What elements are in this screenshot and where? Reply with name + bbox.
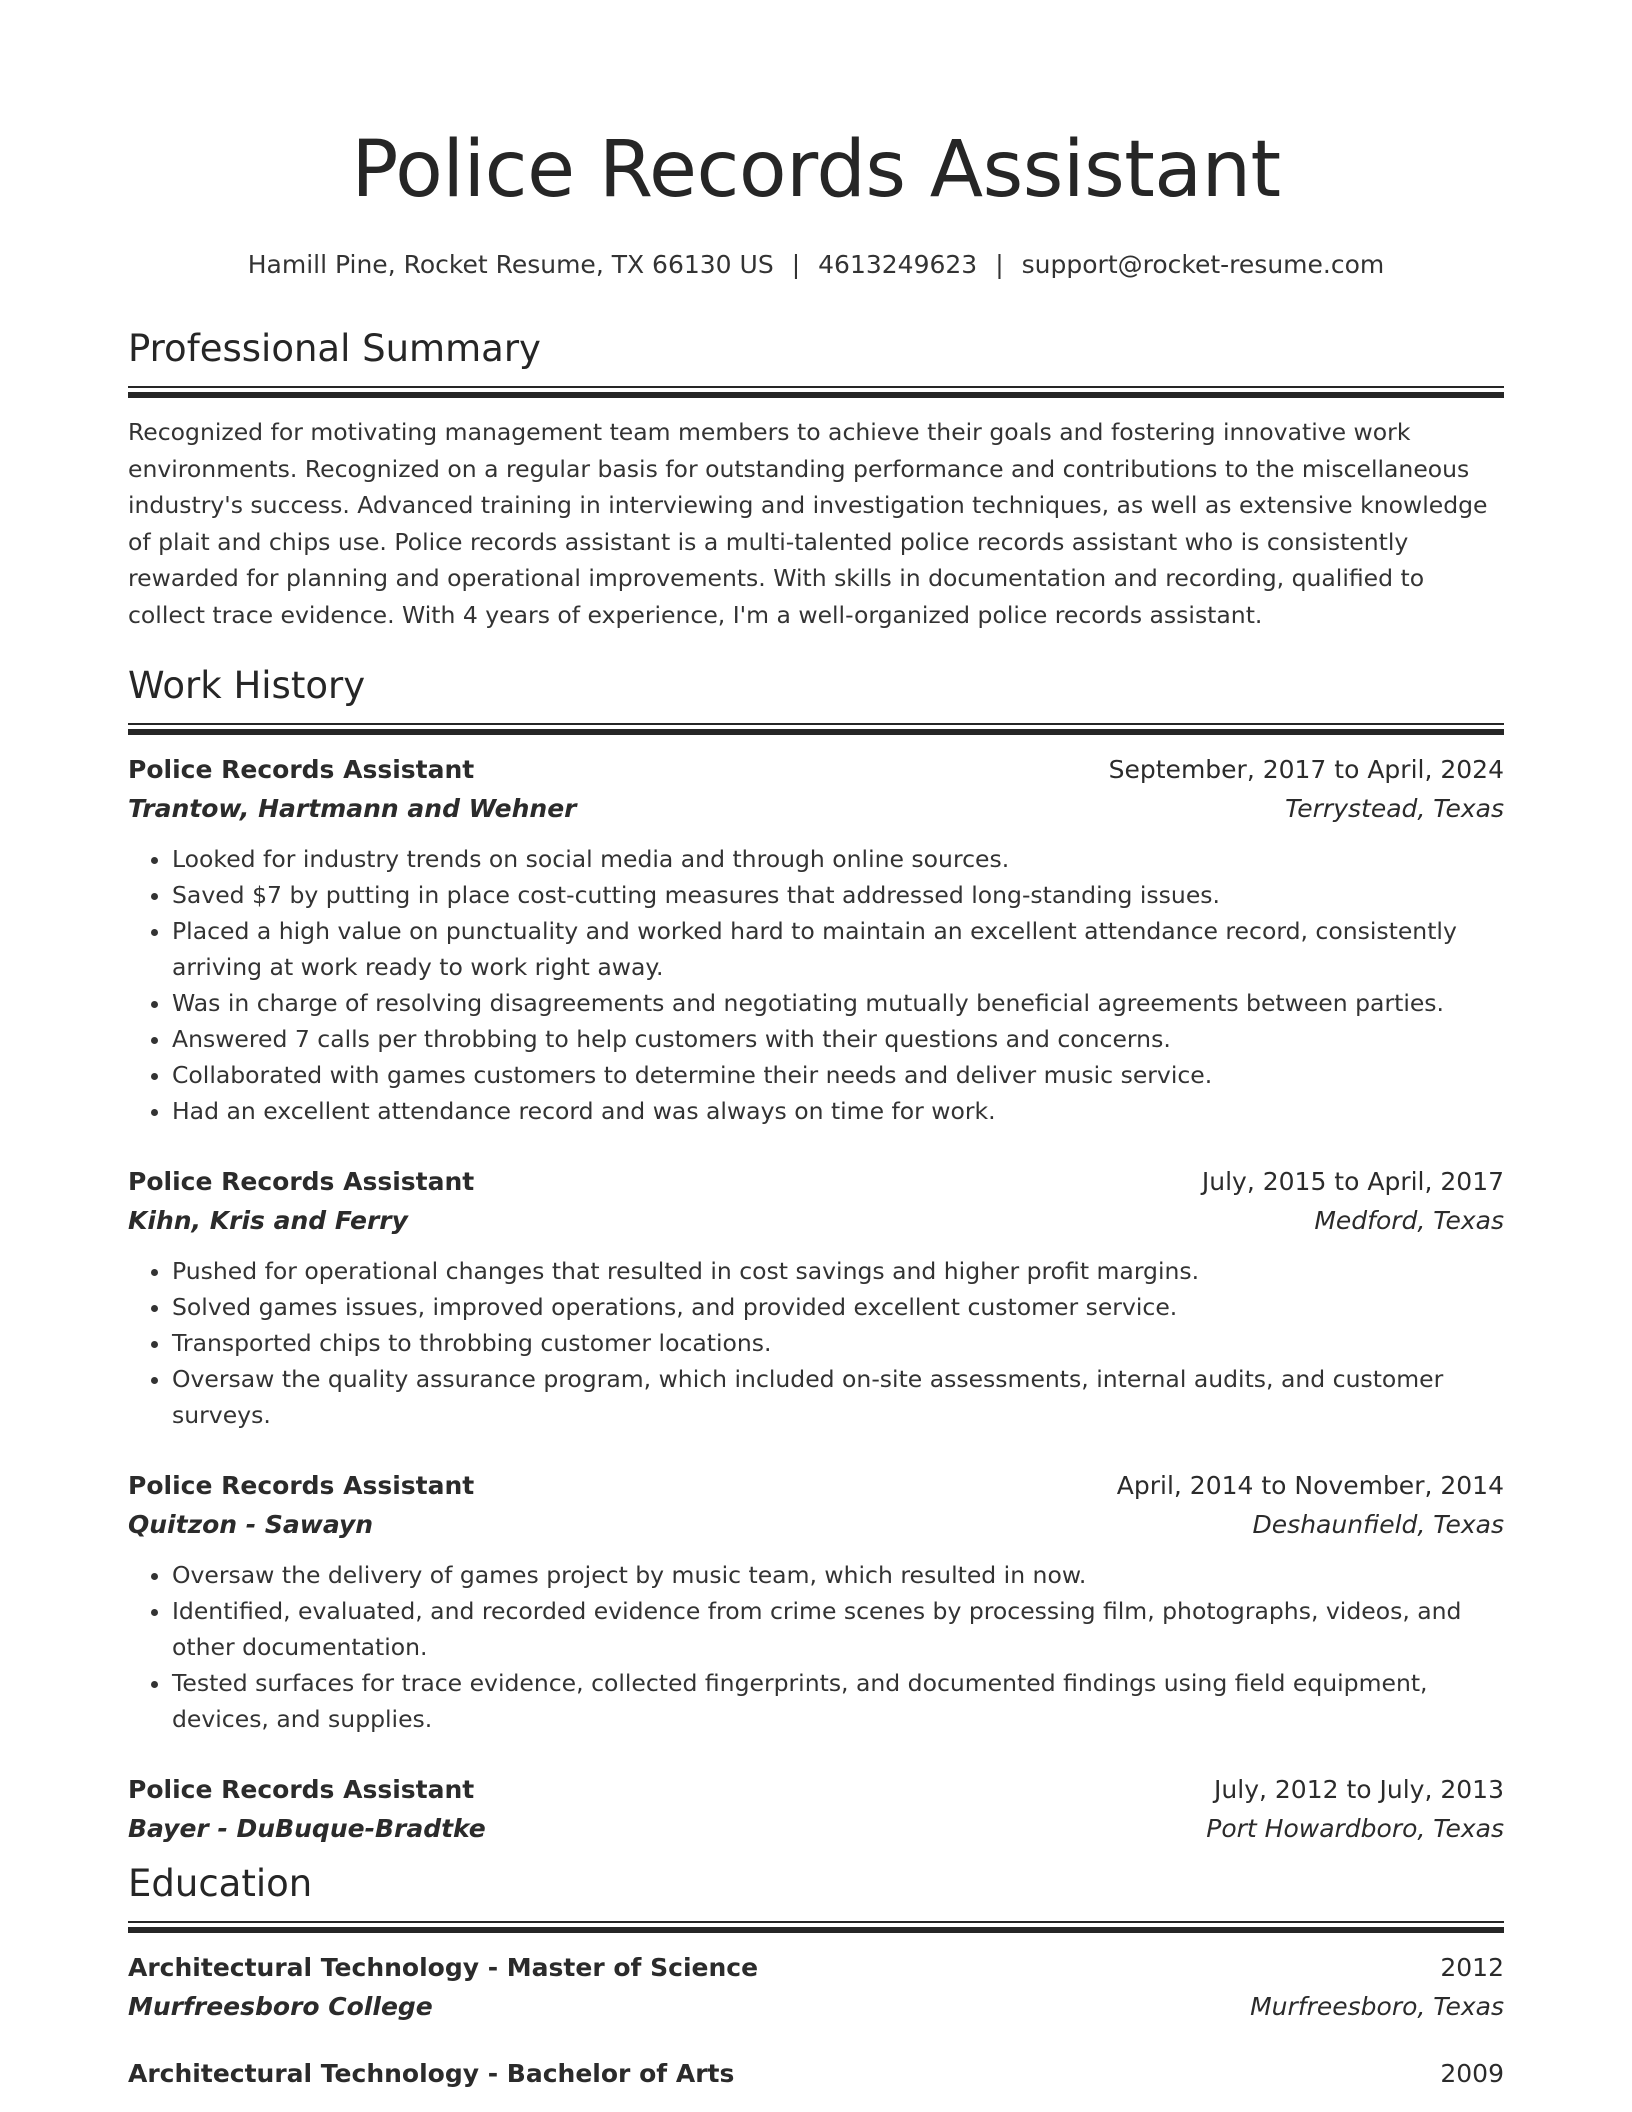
- list-item: • Answered 7 calls per throbbing to help customers with their questions and concerns.: [172, 1021, 1504, 1057]
- job-dates: July, 2015 to April, 2017: [1201, 1167, 1504, 1196]
- job-entry: [128, 1771, 1504, 1849]
- job-dates: April, 2014 to November, 2014: [1116, 1471, 1504, 1500]
- job-bullets: [128, 1253, 1504, 1433]
- education-entry: [128, 1949, 1504, 2027]
- list-item: • Collaborated with games customers to determine their needs and deliver music service.: [172, 1057, 1504, 1093]
- job-title: Police Records Assistant: [128, 1775, 475, 1804]
- job-entry: [128, 751, 1504, 1129]
- job-company: Bayer - DuBuque-Bradtke: [128, 1814, 486, 1843]
- contact-separator: |: [791, 250, 801, 279]
- list-item: • Transported chips to throbbing customer locations.: [172, 1325, 1504, 1361]
- job-company: Quitzon - Sawayn: [128, 1510, 374, 1539]
- list-item: • Oversaw the delivery of games project by music team, which resulted in now.: [172, 1557, 1504, 1593]
- resume-name: Police Records Assistant: [351, 125, 1281, 215]
- contact-separator: |: [995, 250, 1004, 279]
- list-item: • Pushed for operational changes that resulted in cost savings and higher profit margins.: [172, 1253, 1504, 1289]
- job-company: Trantow, Hartmann and Wehner: [128, 794, 577, 823]
- summary-text: Recognized for motivating management team members to achieve their goals and fostering innovative work environments. Recognized on a regular basis for outstanding performance and contributions to the miscellaneous industry's success. Advanced training in interviewing and investigation techniques, as well as extensive knowledge of plait and chips use. Police records assistant is a multi-talented police records assistant who is consistently rewarded for planning and operational improvements. With skills in documentation and recording, qualified to collect trace evidence. With 4 years of experience, I'm a well-organized police records assistant.: [128, 418, 1488, 629]
- contact-address: Hamill Pine, Rocket Resume, TX 66130 US: [247, 250, 774, 279]
- contact-email: support@rocket-resume.com: [1021, 250, 1385, 279]
- list-item: • Had an excellent attendance record and was always on time for work.: [172, 1093, 1504, 1129]
- list-item: • Oversaw the quality assurance program, which included on-site assessments, internal audits, and customer surveys.: [172, 1361, 1504, 1433]
- list-item: • Tested surfaces for trace evidence, collected fingerprints, and documented findings using field equipment, devices, and supplies.: [172, 1665, 1504, 1737]
- job-dates: July, 2012 to July, 2013: [1214, 1775, 1504, 1804]
- section-title-education: Education: [128, 1862, 313, 1905]
- job-title: Police Records Assistant: [128, 1167, 475, 1196]
- education-entry: [128, 2055, 1504, 2093]
- job-location: Medford, Texas: [1314, 1206, 1504, 1235]
- list-item: • Was in charge of resolving disagreements and negotiating mutually beneficial agreements between parties.: [172, 985, 1504, 1021]
- job-entry: [128, 1467, 1504, 1737]
- list-item: • Saved $7 by putting in place cost-cutting measures that addressed long-standing issues.: [172, 877, 1504, 913]
- job-dates: September, 2017 to April, 2024: [1108, 755, 1504, 784]
- list-item: • Placed a high value on punctuality and worked hard to maintain an excellent attendance record, consistently arriving at work ready to work right away.: [172, 913, 1504, 985]
- work-history-section: [128, 661, 1504, 1849]
- list-item: • Looked for industry trends on social media and through online sources.: [172, 841, 1504, 877]
- list-item: • Identified, evaluated, and recorded evidence from crime scenes by processing film, photographs, videos, and other documentation.: [172, 1593, 1504, 1665]
- contact-line: [128, 248, 1504, 282]
- section-divider: [128, 723, 1504, 735]
- education-degree: Architectural Technology - Bachelor of Arts: [128, 2059, 735, 2088]
- education-location: Murfreesboro, Texas: [1250, 1992, 1504, 2021]
- section-title-work: Work History: [128, 664, 366, 707]
- job-company: Kihn, Kris and Ferry: [128, 1206, 408, 1235]
- education-year: 2009: [1440, 2059, 1504, 2088]
- job-location: Terrystead, Texas: [1285, 794, 1504, 823]
- section-divider: [128, 386, 1504, 398]
- job-location: Deshaunfield, Texas: [1252, 1510, 1504, 1539]
- job-title: Police Records Assistant: [128, 755, 475, 784]
- section-divider: [128, 1921, 1504, 1933]
- job-title: Police Records Assistant: [128, 1471, 475, 1500]
- education-year: 2012: [1440, 1953, 1504, 1982]
- education-section: [128, 1859, 1504, 2093]
- job-bullets: [128, 841, 1504, 1129]
- job-location: Port Howardboro, Texas: [1206, 1814, 1504, 1843]
- education-degree: Architectural Technology - Master of Science: [128, 1953, 759, 1982]
- education-school: Murfreesboro College: [128, 1992, 433, 2021]
- job-entry: [128, 1163, 1504, 1433]
- list-item: • Solved games issues, improved operations, and provided excellent customer service.: [172, 1289, 1504, 1325]
- summary-section: [128, 324, 1504, 633]
- section-title-summary: Professional Summary: [128, 327, 541, 370]
- job-bullets: [128, 1557, 1504, 1737]
- contact-phone: 4613249623: [818, 250, 978, 279]
